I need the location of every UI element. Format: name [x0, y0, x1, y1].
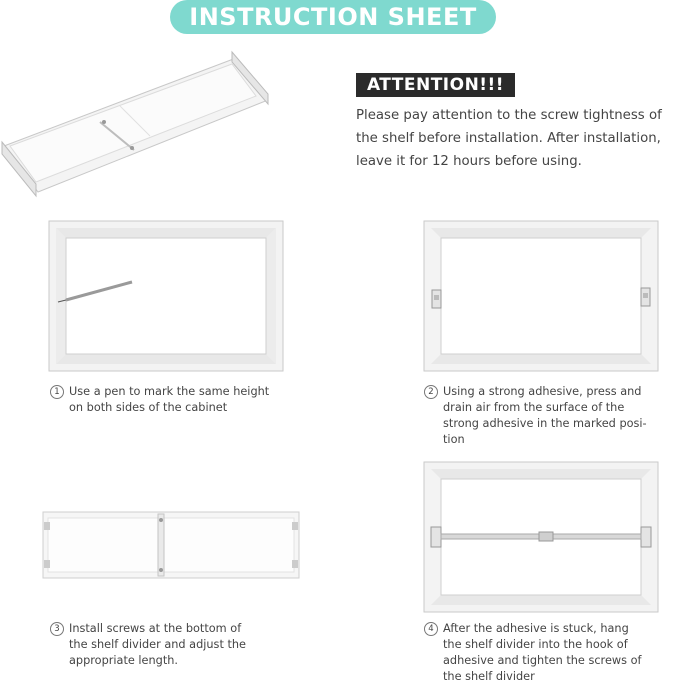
step2-cabinet-adhesive-image [423, 220, 659, 372]
step-line: the shelf divider [443, 670, 535, 683]
step-line: After the adhesive is stuck, hang [443, 622, 629, 635]
step-number-badge: 2 [424, 385, 438, 399]
step-line: adhesive and tighten the screws of [443, 654, 642, 667]
step-number-badge: 4 [424, 622, 438, 636]
instruction-sheet-banner [170, 0, 496, 34]
attention-line: the shelf before installation. After installation, [356, 131, 661, 146]
step-line: strong adhesive in the marked posi- [443, 417, 647, 430]
step-2 [424, 384, 664, 450]
banner-title: INSTRUCTION SHEET [189, 3, 477, 31]
step-line: tion [443, 433, 465, 446]
step-line: Install screws at the bottom of [69, 622, 242, 635]
step-1 [50, 384, 290, 420]
attention-line: leave it for 12 hours before using. [356, 154, 582, 169]
step-number-badge: 1 [50, 385, 64, 399]
attention-heading-box [356, 73, 515, 97]
step-4 [424, 621, 664, 683]
step-line: on both sides of the cabinet [69, 401, 228, 414]
step-line: Using a strong adhesive, press and [443, 385, 642, 398]
attention-heading: ATTENTION!!! [366, 75, 505, 95]
attention-text [356, 104, 678, 173]
step-line: drain air from the surface of the [443, 401, 625, 414]
step3-shelf-divider-image [42, 510, 300, 580]
step-3 [50, 621, 290, 671]
shelf-product-image [0, 50, 272, 200]
step-number-badge: 3 [50, 622, 64, 636]
step-line: Use a pen to mark the same height [69, 385, 270, 398]
step-line: appropriate length. [69, 654, 179, 667]
step4-cabinet-installed-image [423, 461, 659, 613]
attention-line: Please pay attention to the screw tightness of [356, 108, 662, 123]
step1-cabinet-pen-image [48, 220, 284, 372]
step-line: the shelf divider and adjust the [69, 638, 247, 651]
step-line: the shelf divider into the hook of [443, 638, 628, 651]
